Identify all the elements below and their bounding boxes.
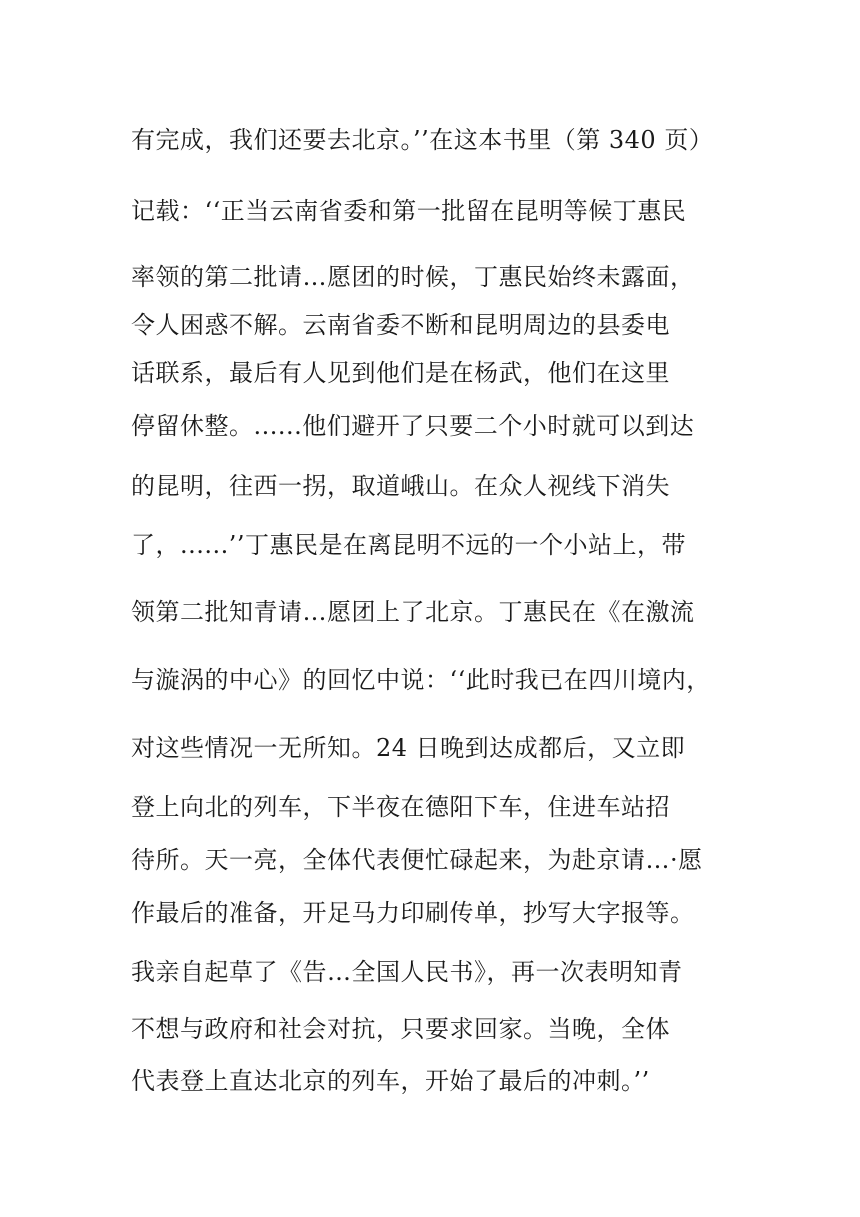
text-line: 记载：‘‘正当云南省委和第一批留在昆明等候丁惠民 [131, 197, 687, 225]
text-line: 作最后的准备，开足马力印刷传单，抄写大字报等。 [131, 899, 695, 927]
text-line: 的昆明，往西一拐，取道峨山。在众人视线下消失 [131, 472, 670, 500]
text-line: 我亲自起草了《告…全国人民书》，再一次表明知青 [131, 958, 683, 986]
text-line: 有完成，我们还要去北京。’’在这本书里（第 340 页） [131, 126, 714, 154]
text-line: 对这些情况一无所知。24 日晚到达成都后，又立即 [131, 734, 686, 762]
text-line: 与漩涡的中心》的回忆中说：‘‘此时我已在四川境内， [131, 666, 711, 694]
text-line: 登上向北的列车，下半夜在德阳下车，住进车站招 [131, 793, 670, 821]
text-line: 停留休整。......他们避开了只要二个小时就可以到达 [131, 412, 695, 440]
text-line: 了，......’’丁惠民是在离昆明不远的一个小站上，带 [131, 531, 687, 559]
text-line: 令人困惑不解。云南省委不断和昆明周边的县委电 [131, 311, 670, 339]
text-line: 不想与政府和社会对抗，只要求回家。当晚，全体 [131, 1015, 670, 1043]
text-line: 话联系，最后有人见到他们是在杨武，他们在这里 [131, 359, 670, 387]
text-line: 率领的第二批请…愿团的时候，丁惠民始终未露面， [131, 263, 695, 291]
text-line: 领第二批知青请…愿团上了北京。丁惠民在《在激流 [131, 598, 695, 626]
text-line: 代表登上直达北京的列车，开始了最后的冲刺。’’ [131, 1067, 650, 1095]
text-line: 待所。天一亮，全体代表便忙碌起来，为赴京请…·愿 [131, 846, 703, 874]
